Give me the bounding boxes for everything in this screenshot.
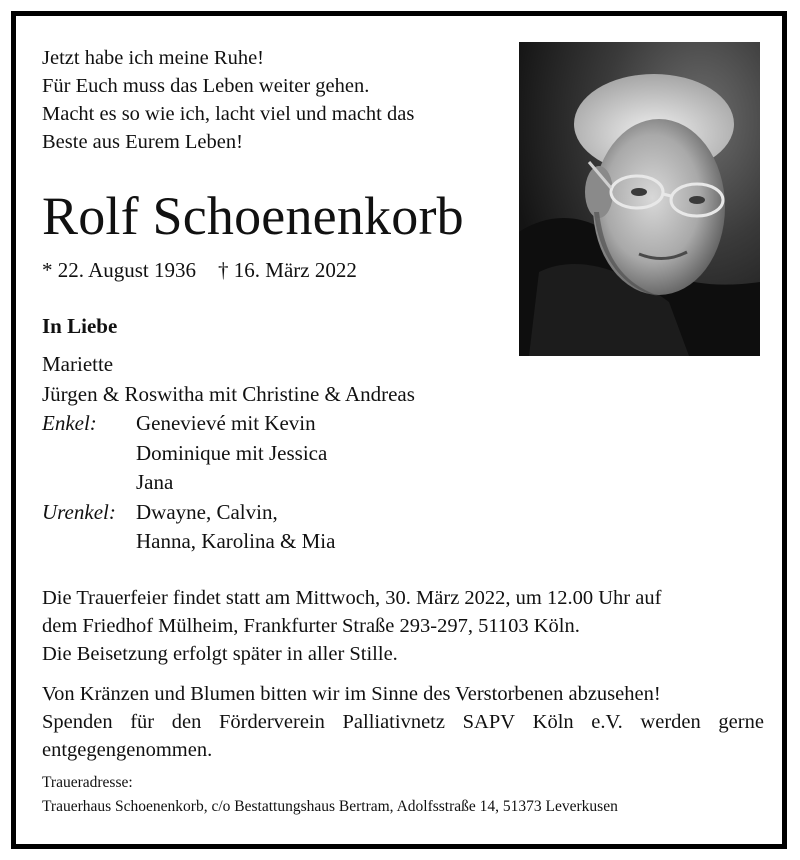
birth-date: * 22. August 1936: [42, 258, 197, 282]
ceremony-info: [42, 584, 766, 668]
family-row: [42, 468, 415, 498]
obituary-frame: [11, 11, 787, 849]
ceremony-line: dem Friedhof Mülheim, Frankfurter Straße 293-297, 51103 Köln.: [42, 615, 580, 637]
family-member: Dwayne, Calvin,: [136, 499, 278, 524]
donation-word: SAPV: [462, 711, 516, 733]
donation-word: werden: [640, 711, 701, 733]
donation-word: den: [171, 711, 202, 733]
family-row: [42, 350, 415, 380]
mourning-address: [42, 771, 766, 819]
deceased-name: Rolf Schoenenkorb: [42, 186, 464, 246]
family-member: Genevievé mit Kevin: [136, 411, 316, 435]
address-label: Traueradresse:: [42, 774, 133, 791]
donation-word: Förderverein: [219, 711, 325, 733]
family-row: [42, 498, 415, 528]
family-row: [42, 380, 415, 410]
family-row: [42, 409, 415, 439]
family-member: Jana: [136, 470, 174, 494]
donation-line: Von Kränzen und Blumen bitten wir im Sinne des Verstorbenen abzusehen!: [42, 683, 661, 705]
donation-line: entgegengenommen.: [42, 739, 213, 761]
portrait-photo: [519, 42, 760, 356]
family-row: [42, 527, 415, 557]
poem: [42, 44, 512, 156]
donation-word: Spenden: [42, 711, 113, 733]
family-list: [42, 350, 415, 557]
donation-word: für: [130, 711, 155, 733]
donation-word: gerne: [718, 711, 764, 733]
family-member: Jürgen & Roswitha mit Christine & Andreas: [42, 381, 415, 406]
family-row: [42, 439, 415, 469]
ceremony-line: Die Trauerfeier findet statt am Mittwoch, 30. März 2022, um 12.00 Uhr auf: [42, 587, 662, 609]
poem-line: Für Euch muss das Leben weiter gehen.: [42, 75, 370, 97]
family-heading: In Liebe: [42, 314, 118, 338]
family-group-label: Urenkel:: [42, 499, 116, 524]
family-group-label: Enkel:: [42, 411, 97, 435]
donation-word: Palliativnetz: [342, 711, 445, 733]
donation-line: [42, 708, 764, 736]
donation-info: [42, 680, 764, 764]
life-dates: [42, 256, 357, 284]
portrait-photo-icon: [519, 42, 760, 356]
ceremony-line: Die Beisetzung erfolgt später in aller Stille.: [42, 643, 398, 665]
address-text: Trauerhaus Schoenenkorb, c/o Bestattungshaus Bertram, Adolfsstraße 14, 51373 Leverkusen: [42, 798, 618, 815]
death-date: † 16. März 2022: [218, 258, 357, 282]
poem-line: Macht es so wie ich, lacht viel und macht das: [42, 103, 415, 125]
family-member: Hanna, Karolina & Mia: [136, 529, 336, 553]
family-member: Dominique mit Jessica: [136, 440, 328, 465]
donation-word: e.V.: [591, 711, 623, 733]
poem-line: Beste aus Eurem Leben!: [42, 131, 243, 153]
donation-word: Köln: [532, 711, 574, 733]
family-member: Mariette: [42, 352, 114, 376]
poem-line: Jetzt habe ich meine Ruhe!: [42, 47, 264, 69]
